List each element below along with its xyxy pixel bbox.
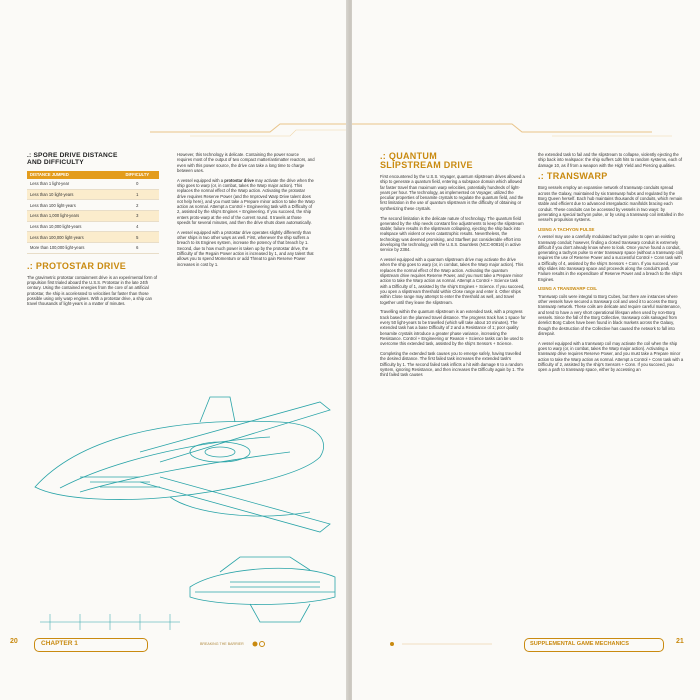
protostar-paragraph-1: The gravimetric protostar containment drive is an experimental form of propulsion first trialed aboard the U.S.S. Protostar in the late 24th century. Using the contained energies from the core of an artificial protostar, the ship is accelerated to velocities far faster than those possible using only warp engines. With a protostar drive, a ship can travel thousands of light-years in a matter of minutes.: [27, 274, 158, 307]
table-header-difficulty: DIFFICULTY: [116, 171, 159, 179]
transwarp-coil-heading: USING A TRANSWARP COIL: [538, 286, 598, 292]
transwarp-heading: .: TRANSWARP: [538, 171, 608, 182]
top-decoration-right: [352, 112, 700, 142]
right-page: [352, 0, 700, 700]
tachyon-pulse-heading: USING A TACHYON PULSE: [538, 226, 595, 232]
chapter-label: CHAPTER 1: [34, 638, 148, 652]
table-row: Less than 1 light-year 0: [27, 179, 159, 189]
spore-drive-table: [27, 171, 159, 254]
left-column-2: [177, 152, 315, 271]
left-page: [0, 0, 348, 700]
transwarp-paragraph-3: Transwarp coils were integral to Borg Cubes, but there are instances where other vessels have secured a transwarp coil and used it to access the Borg transwarp network. These coils are delicate and require careful maintenance, and tend to have a very short operational lifespan when used by non-Borg vessels. Since the fall of the Borg Collective, transwarp coils salvaged from derelict Borg Cubes have been found in black markets across the Galaxy, though the destruction of the Collective has caused the network to fall into disrepair.: [538, 293, 681, 336]
spore-title-line-1: .: SPORE DRIVE DISTANCE: [27, 152, 118, 159]
table-row: Less than 10,000 light-years 4: [27, 221, 159, 232]
top-decoration: [150, 112, 348, 142]
transwarp-paragraph-4: A vessel equipped with a transwarp coil may activate the coil when the ship goes to warp (or, in combat, takes the Warp major action). Activating a transwarp drive requires Reserve Power, and you must take a Prepare minor action to take the Warp action as normal. Attempt a Control + Conn task with a Difficulty of 2, assisted by the ship's Sensors + Conn. If you succeed, you open a path to transwarp space, either by accessing an: [538, 340, 684, 373]
quantum-title-line-2: SLIPSTREAM DRIVE: [380, 160, 473, 170]
protostar-paragraph-2: However, this technology is delicate. Containing the power source requires most of the output of two compact matter/antimatter reactors, and even with this power source, the drive can take a long time to charge between uses.: [177, 152, 315, 173]
starship-schematic: [20, 382, 340, 632]
footer-subtitle: BREAKING THE BARRIER: [200, 642, 244, 646]
table-header-distance: DISTANCE JUMPED: [27, 171, 116, 179]
protostar-paragraph-4: A vessel equipped with a protostar drive operates slightly differently than other ships in two other ways as well. First, whenever the ship suffers a breach to its Engines system, increase the potency of that breach by 1. Second, due to how much power is taken up by the protostar drive, the Difficulty of the Regain Power action is increased by 1, and any talent that allows you to spend Momentum or add Threat to gain Reserve Power increases in cost by 1.: [177, 229, 314, 267]
spore-title-line-2: AND DIFFICULTY: [27, 159, 84, 167]
right-column-2: [538, 152, 684, 377]
quantum-paragraph-3: A vessel equipped with a quantum slipstream drive may activate the drive when the ship goes to warp (or, in combat, takes the Warp major action). This replaces the normal effect of the Warp action. Activating the quantum slipstream drive requires Reserve Power, and you must take a Prepare minor action to take the Warp action as normal. Attempt a Control + Science task with a Difficulty of 1, assisted by the ship's Engines + Science. If you succeed, you open a slipstream threshold within Close range and enter it. Other ships within Close range may attempt to enter the threshold as well, and travel together until they leave the slipstream.: [380, 257, 525, 305]
left-column-1: [27, 152, 159, 311]
quantum-paragraph-4: Travelling within the quantum slipstream is an extended task, with a progress track based on the planned travel distance. The progress track has 1 space for every 50 light-years to be travelled (which will take about 10 minutes). The extended task has a base Difficulty of 2 and a Resistance of 1; poor quality benamite crystals introduce a greater phase variance, increasing the Resistance. Control + Engineering or Reason + Science tasks can be used to overcome this extended task, assisted by the ship's Sensors + Science.: [380, 309, 526, 347]
footer-decoration: [250, 640, 330, 648]
chapter-label-right: SUPPLEMENTAL GAME MECHANICS: [524, 638, 664, 652]
page-number-right: 21: [676, 638, 684, 645]
spore-table-title: [27, 152, 159, 167]
table-row: Less than 100,000 light-years 5: [27, 232, 159, 243]
transwarp-paragraph-2: A vessel may use a carefully modulated tachyon pulse to open an existing transwarp conduit; however, finding a closed transwarp conduit is extremely difficult if you don't already know where to look. Once you've found a conduit, generating a tachyon pulse to enter transwarp space (without a transwarp coil) requires the use of Reserve Power and a successful Control + Conn task with a Difficulty of 4, assisted by the ship's Sensors + Conn. If you succeed, your ship slides into transwarp space and proceeds along the conduit's path. Failure results in the expenditure of Reserve Power and a breach to the ship's Engines.: [538, 234, 684, 282]
table-row: Less than 1,000 light-years 3: [27, 211, 159, 222]
page-number-left: 20: [10, 638, 18, 645]
right-column-1: [380, 152, 526, 382]
transwarp-paragraph-1: Borg vessels employ an expansive network of transwarp conduits spread across the Galaxy, maintained by six transwarp hubs and regulated by the Borg Queen herself. Each hub maintains thousands of conduits, which remain stable and efficient due to advanced intergalactic manifolds bracing each conduit. These conduits can be accessed by vessels in two ways: by generating a special tachyon pulse, or by using a transwarp coil installed in the vessel's propulsion systems.: [538, 185, 684, 223]
quantum-heading: [380, 152, 526, 170]
quantum-title-line-1: .: QUANTUM: [380, 151, 437, 161]
quantum-paragraph-2: The second limitation is the delicate nature of technology. The quantum field generated by the ship needs constant fine adjustments to keep the slipstream stable; failure results in the slipstream collapsing, ejecting the ship back into realspace with violent or even catastrophic results. Nevertheless, the technology was deemed promising, and Starfleet put considerable effort into developing the technology, with the U.S.S. Dauntless (NCC-80816) in active service by 2384.: [380, 215, 524, 253]
protostar-heading: .: PROTOSTAR DRIVE: [27, 260, 127, 271]
footer-decoration-right: [362, 640, 502, 648]
protostar-paragraph-3: A vessel equipped with a protostar drive may activate the drive when the ship goes to warp (or, in combat, takes the Warp major action). This replaces the normal effect of the Warp action. Activating the protostar drive requires Reserve Power (and the Improved Warp Drive talent does not help here), and you must take a Prepare minor action to take the Warp action as normal. Attempt a Control + Engineering task with a Difficulty of 2, assisted by the ship's Engines + Engineering. If you succeed, the ship enters proto-warp at the end of the current round. It travels at those speeds for several minutes, and then the drive shuts down automatically.: [177, 177, 315, 226]
table-row: More than 100,000 light-years 6: [27, 243, 159, 254]
table-row: Less than 100 light-years 2: [27, 200, 159, 211]
table-row: Less than 10 light-years 1: [27, 189, 159, 200]
quantum-paragraph-1: First encountered by the U.S.S. Voyager, quantum slipstream drives allowed a ship to generate a quantum field, entering a subspace domain which allowed far faster travel than maximum warp velocities, potentially hundreds of light-years per hour. The technology, as implemented on Voyager, utilized the peculiar properties of benamite crystals to regulate the quantum field, and the first limitation in the use of quantum slipstream is the difficulty of obtaining or synthesizing these crystals.: [380, 174, 525, 211]
quantum-paragraph-5: Completing the extended task causes you to emerge safely, having travelled the desired distance. The first failed task increases the extended task's Difficulty by 1. The second failed task inflicts a hit with damage 6 to a random system, ignoring Resistance, and then increases the Difficulty again by 1. The third failed task causes: [380, 350, 524, 378]
quantum-paragraph-6: the extended task to fail and the slipstream to collapse, violently ejecting the ship back into realspace: the ship suffers 1d6 hits to random systems, each of damage 10, as if from a weapon with the High Yield and Piercing qualities.: [538, 152, 683, 168]
